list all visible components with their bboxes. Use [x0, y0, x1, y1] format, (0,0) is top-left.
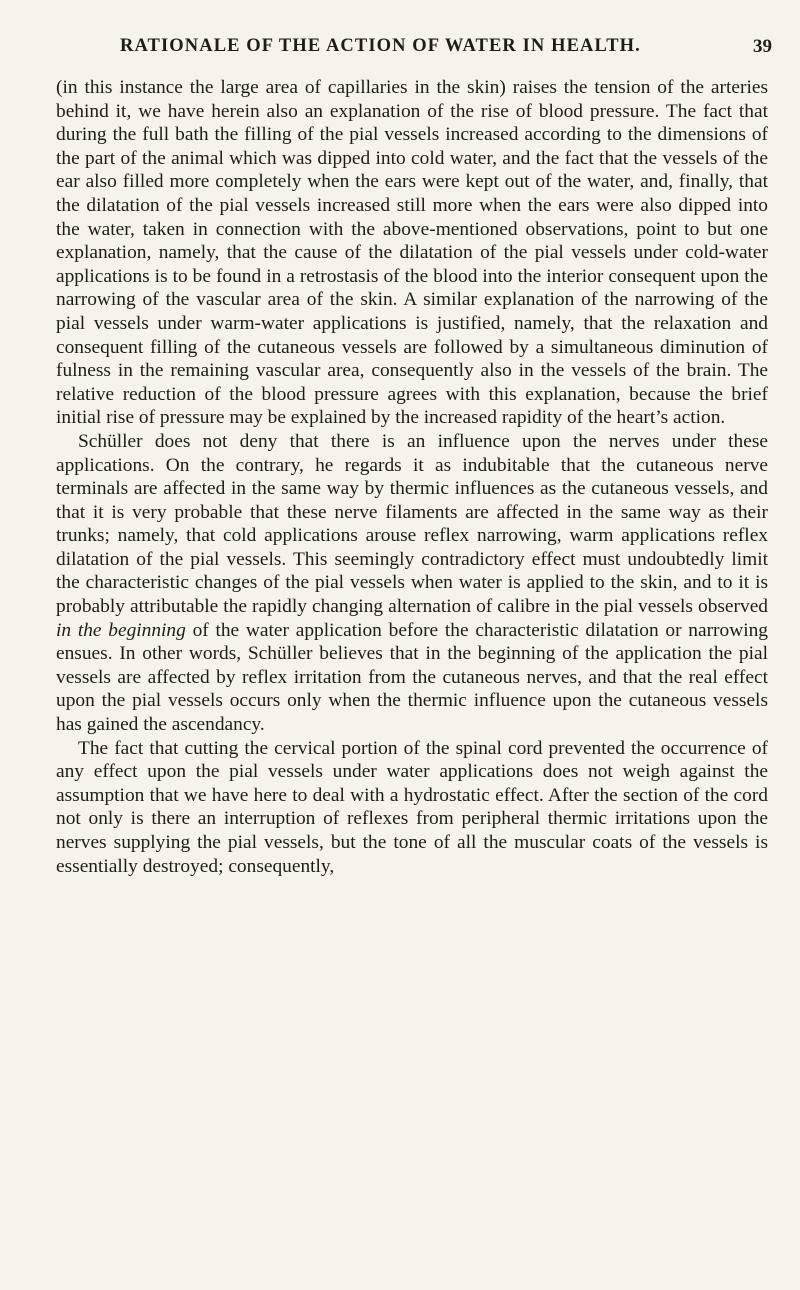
paragraph-schuller	[56, 430, 768, 737]
paragraph-continuation: (in this instance the large area of capillaries in the skin) raises the tension of the arteries behind it, we have herein also an explanation of the rise of blood pressure. The fact that during the full bath the filling of the pial vessels increased according to the dimensions of the part of the animal which was dipped into cold water, and the fact that the vessels of the ear also filled more completely when the ears were kept out of the water, and, finally, that the dilatation of the pial vessels increased still more when the ears were also dipped into the water, taken in connection with the above-mentioned observations, point to but one explanation, namely, that the cause of the dilatation of the pial vessels under cold-water applications is to be found in a retrostasis of the blood into the interior consequent upon the narrowing of the vascular area of the skin. A similar explanation of the narrowing of the pial vessels under warm-water applications is justified, namely, that the relaxation and consequent filling of the cutaneous vessels are followed by a simultaneous diminution of fulness in the remaining vascular area, consequently also in the vessels of the brain. The relative reduction of the blood pressure agrees with this explanation, because the brief initial rise of pressure may be explained by the increased rapidity of the heart’s action.	[56, 77, 768, 429]
paragraph-spinal-cord: The fact that cutting the cervical portion of the spinal cord prevented the occurrence of any effect upon the pial vessels under water applications does not weigh against the assumption that we have here to deal with a hydrostatic effect. After the section of the cord not only is there an interruption of reflexes from peripheral thermic irritations upon the nerves supplying the pial vessels, but the tone of all the muscular coats of the vessels is essentially destroyed; consequently,	[56, 737, 768, 877]
running-title: RATIONALE OF THE ACTION OF WATER IN HEALTH.	[120, 36, 641, 56]
body-text	[56, 76, 768, 878]
page-number: 39	[753, 36, 772, 57]
paragraph-schuller-text-2: of the water application before the characteristic dilatation or narrowing ensues. In other words, Schüller believes that in the beginning of the application the pial vessels are affected by reflex irritation from the cutaneous nerves, and that the real effect upon the pial vessels occurs only when the thermic influence upon the cutaneous vessels has gained the ascendancy.	[56, 619, 768, 736]
running-head	[56, 36, 772, 62]
italic-phrase: in the beginning	[56, 619, 186, 641]
paragraph-schuller-text-1: Schüller does not deny that there is an influence upon the nerves under these applications. On the contrary, he regards it as indubitable that the cutaneous nerve terminals are affected in the same way by thermic influences as the cutaneous vessels, and that it is very probable that these nerve filaments are affected in the same way as their trunks; namely, that cold applications arouse reflex narrowing, warm applications reflex dilatation of the pial vessels. This seemingly contradictory effect must undoubtedly limit the characteristic changes of the pial vessels when water is applied to the skin, and to it is probably attributable the rapidly changing alternation of calibre in the pial vessels observed	[56, 430, 768, 618]
